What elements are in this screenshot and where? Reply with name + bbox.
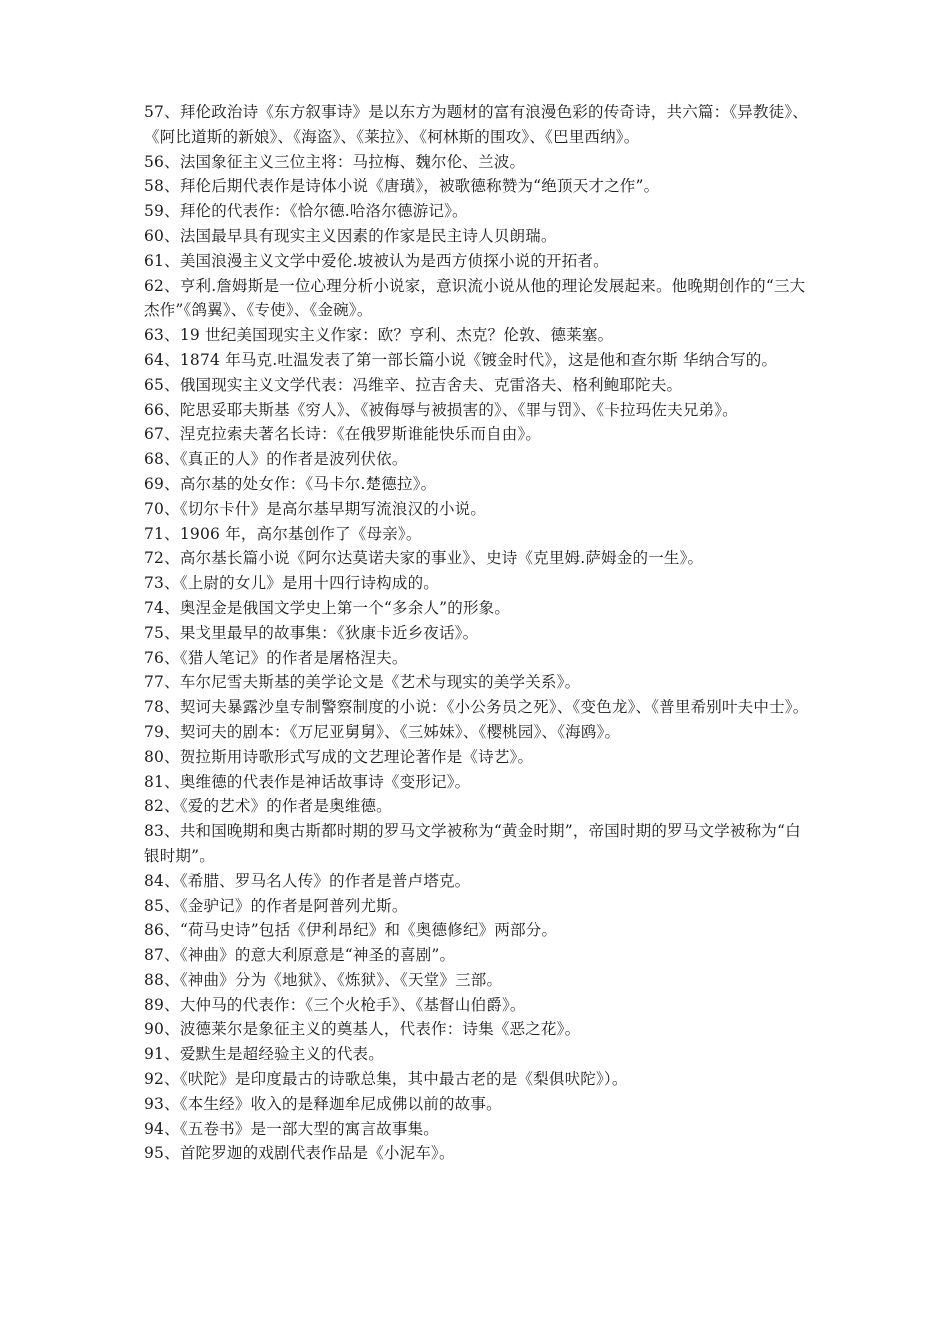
list-item: 79、契诃夫的剧本：《万尼亚舅舅》、《三姊妹》、《樱桃园》、《海鸥》。	[144, 722, 621, 741]
list-item: 73、《上尉的女儿》是用十四行诗构成的。	[144, 574, 439, 593]
list-item: 78、契诃夫暴露沙皇专制警察制度的小说：《小公务员之死》、《变色龙》、《普里希别叶夫中士》。	[144, 698, 809, 717]
list-item: 71、1906 年，高尔基创作了《母亲》。	[144, 524, 422, 543]
list-item: 80、贺拉斯用诗歌形式写成的文艺理论著作是《诗艺》。	[144, 747, 534, 766]
list-item: 77、车尔尼雪夫斯基的美学论文是《艺术与现实的美学关系》。	[144, 673, 581, 692]
list-item: 91、爱默生是超经验主义的代表。	[144, 1045, 384, 1064]
list-item: 92、《吠陀》是印度最古的诗歌总集，其中最古老的是《梨俱吠陀》）。	[144, 1070, 628, 1089]
list-item: 75、果戈里最早的故事集：《狄康卡近乡夜话》。	[144, 623, 479, 642]
list-item: 63、19 世纪美国现实主义作家：欧？亨利、杰克？伦敦、德莱塞。	[144, 326, 614, 345]
list-item: 89、大仲马的代表作：《三个火枪手》、《基督山伯爵》。	[144, 995, 526, 1014]
list-item: 93、《本生经》收入的是释迦牟尼成佛以前的故事。	[144, 1094, 502, 1113]
list-item: 66、陀思妥耶夫斯基《穷人》、《被侮辱与被损害的》、《罪与罚》、《卡拉玛佐夫兄弟》。	[144, 400, 738, 419]
list-item: 76、《猎人笔记》的作者是屠格涅夫。	[144, 648, 408, 667]
list-item: 69、高尔基的处女作：《马卡尔.楚德拉》。	[144, 474, 437, 493]
list-item: 95、首陀罗迦的戏剧代表作品是《小泥车》。	[144, 1144, 455, 1163]
list-item: 83、共和国晚期和奥古斯都时期的罗马文学被称为“黄金时期”，帝国时期的罗马文学被称为“白银时期”。	[144, 822, 801, 865]
list-item: 68、《真正的人》的作者是波列伏依。	[144, 450, 408, 469]
list-item: 74、奥涅金是俄国文学史上第一个“多余人”的形象。	[144, 598, 511, 617]
list-item: 64、1874 年马克.吐温发表了第一部长篇小说《镀金时代》，这是他和查尔斯 华纳合写的。	[144, 350, 778, 369]
list-item: 65、俄国现实主义文学代表：冯维辛、拉吉舍夫、克雷洛夫、格利鲍耶陀夫。	[144, 375, 683, 394]
list-item: 61、美国浪漫主义文学中爱伦.坡被认为是西方侦探小说的开拓者。	[144, 251, 609, 270]
list-item: 84、《希腊、罗马名人传》的作者是普卢塔克。	[144, 871, 471, 890]
list-item: 59、拜伦的代表作：《恰尔德.哈洛尔德游记》。	[144, 202, 468, 221]
list-item: 94、《五卷书》是一部大型的寓言故事集。	[144, 1119, 439, 1138]
list-item: 57、拜伦政治诗《东方叙事诗》是以东方为题材的富有浪漫色彩的传奇诗，共六篇：《异教徒》、《阿比道斯的新娘》、《海盗》、《莱拉》、《柯林斯的围攻》、《巴里西纳》。	[144, 103, 809, 146]
list-item: 87、《神曲》的意大利原意是“神圣的喜剧”。	[144, 946, 456, 965]
list-item: 90、波德莱尔是象征主义的奠基人，代表作：诗集《恶之花》。	[144, 1020, 581, 1039]
list-item: 72、高尔基长篇小说《阿尔达莫诺夫家的事业》、史诗《克里姆.萨姆金的一生》。	[144, 549, 704, 568]
list-item: 82、《爱的艺术》的作者是奥维德。	[144, 797, 392, 816]
list-item: 56、法国象征主义三位主将：马拉梅、魏尔伦、兰波。	[144, 152, 526, 171]
list-item: 86、“荷马史诗”包括《伊利昂纪》和《奥德修纪》两部分。	[144, 921, 558, 940]
list-item: 58、拜伦后期代表作是诗体小说《唐璜》，被歌德称赞为“绝顶天才之作”。	[144, 177, 660, 196]
list-item: 85、《金驴记》的作者是阿普列尤斯。	[144, 896, 408, 915]
list-item: 67、涅克拉索夫著名长诗：《在俄罗斯谁能快乐而自由》。	[144, 425, 542, 444]
list-item: 81、奥维德的代表作是神话故事诗《变形记》。	[144, 772, 471, 791]
list-item: 60、法国最早具有现实主义因素的作家是民主诗人贝朗瑞。	[144, 226, 557, 245]
document-body	[144, 100, 812, 1166]
list-item: 70、《切尔卡什》是高尔基早期写流浪汉的小说。	[144, 499, 487, 518]
list-item: 88、《神曲》分为《地狱》、《炼狱》、《天堂》三部。	[144, 970, 503, 989]
list-item: 62、亨利.詹姆斯是一位心理分析小说家，意识流小说从他的理论发展起来。他晚期创作的“三大杰作”《鸽翼》、《专使》、《金碗》。	[144, 276, 806, 320]
